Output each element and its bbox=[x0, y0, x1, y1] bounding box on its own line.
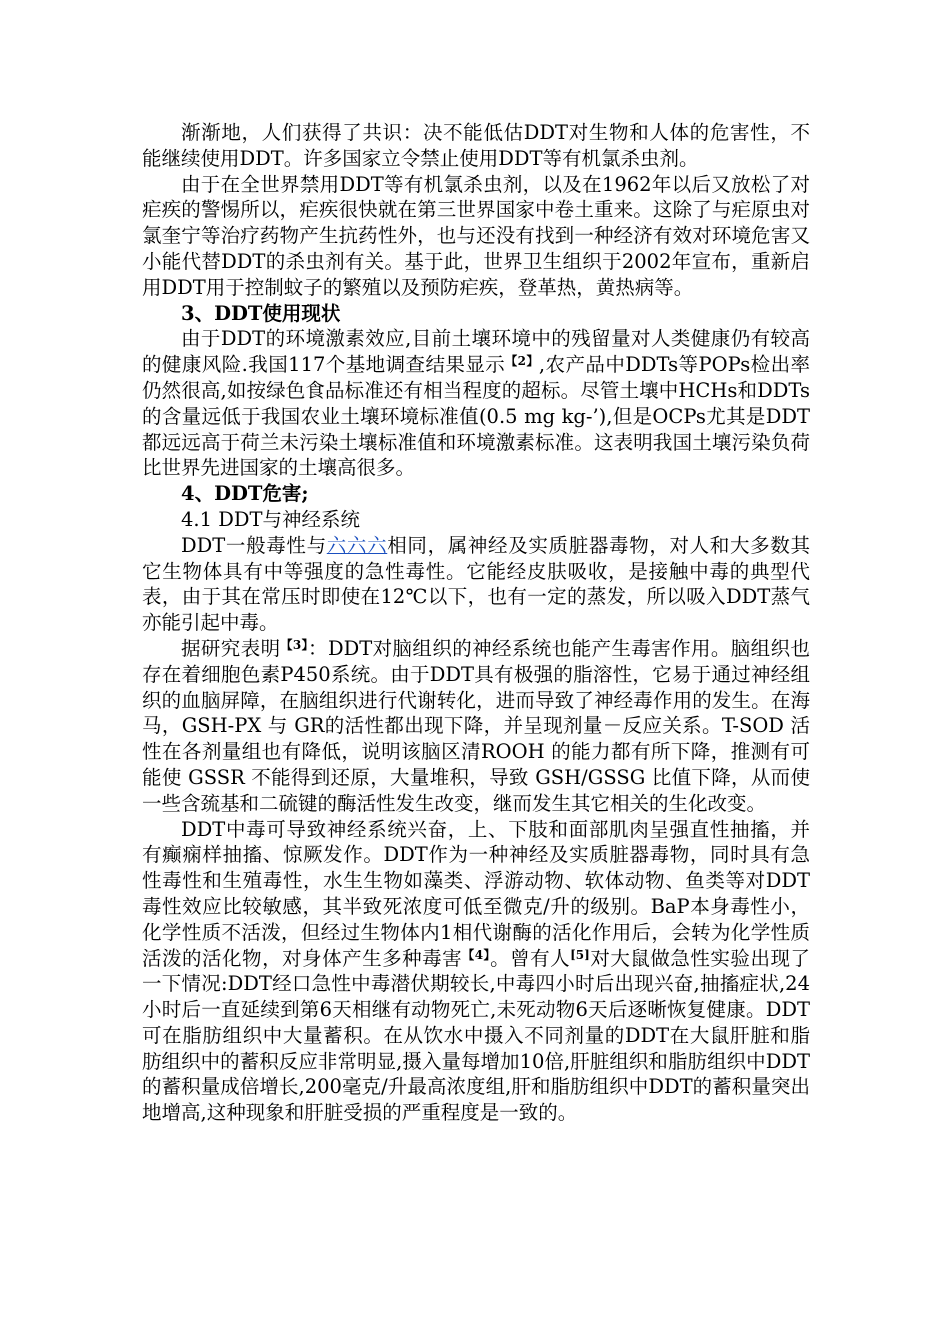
paragraph-brain-tissue: 据研究表明$^{【3】}$：DDT对脑组织的神经系统也能产生毒害作用。脑组织也存在着细胞色素P450系统。由于DDT具有极强的脂溶性，它易于通过神经组织的血脑屏障，在脑组织进行代谢转化，进而导致了神经毒作用的发生。在海马，GSH-PX 与 GR的活性都出现下降，并呈现剂量－反应关系。T-SOD 活性在各剂量组也有降低，说明该脑区清ROOH 的能力都有所下降，推测有可能使 GSSR 不能得到还原，大量堆积，导致 GSH/GSSG 比值下降，从而使一些含巯基和二硫键的酶活性发生改变，继而发生其它相关的生化改变。 bbox=[142, 636, 810, 815]
heading-ddt-harm: 4、DDT危害; bbox=[181, 482, 309, 506]
heading-ddt-nervous-system: 4.1 DDT与神经系统 bbox=[181, 507, 360, 531]
citation-2[interactable]: 【2】 bbox=[505, 354, 539, 369]
link-hch[interactable]: 六六六 bbox=[326, 533, 388, 557]
paragraph-consensus: 渐渐地，人们获得了共识：决不能低估DDT对生物和人体的危害性，不能继续使用DDT。许多国家立令禁止使用DDT等有机氯杀虫剂。 bbox=[142, 121, 810, 170]
paragraph-general-toxicity: DDT一般毒性与六六六相同，属神经及实质脏器毒物，对人和大多数其它生物体具有中等强度的急性毒性。它能经皮肤吸收，是接触中毒的典型代表，由于其在常压时即使在12℃以下，也有一定的蒸发，所以吸入DDT蒸气亦能引起中毒。 bbox=[142, 533, 810, 635]
citation-4[interactable]: 【4】 bbox=[462, 947, 491, 962]
paragraph-malaria: 由于在全世界禁用DDT等有机氯杀虫剂，以及在1962年以后又放松了对疟疾的警惕所以，疟疾很快就在第三世界国家中卷土重来。这除了与疟原虫对氯奎宁等治疗药物产生抗药性外，也与还没有找到一种经济有效对环境危害又小能代替DDT的杀虫剂有关。基于此，世界卫生组织于2002年宣布，重新启用DDT用于控制蚊子的繁殖以及预防疟疾，登革热，黄热病等。 bbox=[142, 172, 810, 299]
citation-3[interactable]: 【3】 bbox=[280, 637, 309, 652]
paragraph-usage-status: 由于DDT的环境激素效应,目前土壤环境中的残留量对人类健康仍有较高的健康风险.我国117个基地调查结果显示$^{【2】}$,农产品中DDTs等POPs检出率仍然很高,如按绿色食品标准还有相当程度的超标。尽管土壤中HCHs和DDTs的含量远低于我国农业土壤环境标准值(0.5 mg kg-’),但是OCPs尤其是DDT都远远高于荷兰未污染土壤标准值和环境激素标准。这表明我国土壤污染负荷比世界先进国家的土壤高很多。 bbox=[142, 327, 810, 480]
citation-5[interactable]: [5] bbox=[570, 947, 590, 962]
paragraph-poisoning-symptoms: DDT中毒可导致神经系统兴奋，上、下肢和面部肌肉呈强直性抽搐，并有癫痫样抽搐、惊厥发作。DDT作为一种神经及实质脏器毒物，同时具有急性毒性和生殖毒性，水生生物如藻类、浮游动物、软体动物、鱼类等对DDT毒性效应比较敏感，其半致死浓度可低至微克/升的级别。BaP本身毒性小，化学性质不活泼，但经过生物体内1相代谢酶的活化作用后，会转为化学性质活泼的活化物，对身体产生多种毒害$^{【4】}$。曾有人[5]对大鼠做急性实验出现了一下情况:DDT经口急性中毒潜伏期较长,中毒四小时后出现兴奋,抽搐症状,24小时后一直延续到第6天相继有动物死亡,未死动物6天后逐晰恢复健康。DDT可在脂肪组织中大量蓄积。在从饮水中摄入不同剂量的DDT在大鼠肝脏和脂肪组织中的蓄积反应非常明显,摄入量每增加10倍,肝脏组织和脂肪组织中DDT的蓄积量成倍增长,200毫克/升最高浓度组,肝和脂肪组织中DDT的蓄积量突出地增高,这种现象和肝脏受损的严重程度是一致的。 bbox=[142, 817, 810, 1125]
heading-ddt-usage-status: 3、DDT使用现状 bbox=[181, 301, 341, 325]
